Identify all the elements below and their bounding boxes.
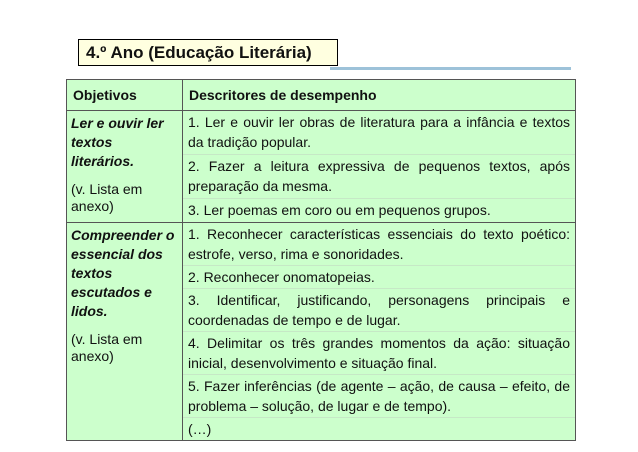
header-objectives: Objetivos [67,80,183,111]
descriptor-item: 5. Fazer inferências (de agente – ação, de causa – efeito, de problema – solução, de lugar e de tempo). [183,374,575,417]
objective-note: (v. Lista em anexo) [71,331,143,364]
objective-cell [67,111,183,223]
descriptors-cell [183,111,576,223]
title-underline [330,67,571,70]
descriptor-item: 3. Ler poemas em coro ou em pequenos grupos. [183,198,575,222]
descriptor-item: 4. Delimitar os três grandes momentos da ação: situação inicial, desenvolvimento e situação final. [183,331,575,374]
descriptor-item: 3. Identificar, justificando, personagens principais e coordenadas de tempo e de lugar. [183,288,575,331]
table-row [67,111,576,223]
descriptor-item: 1. Ler e ouvir ler obras de literatura para a infância e textos da tradição popular. [188,114,570,150]
table-row [67,223,576,441]
objective-cell [67,223,183,441]
descriptor-item: (…) [183,417,575,440]
header-descriptors: Descritores de desempenho [183,80,576,111]
descriptor-item: 2. Reconhecer onomatopeias. [183,265,575,288]
table-header-row [67,80,576,111]
objective-text: Compreender o essencial dos textos escutados e lidos. [71,227,175,319]
objective-text: Ler e ouvir ler textos literários. [71,115,164,169]
page-title: 4.º Ano (Educação Literária) [78,39,338,66]
descriptor-item: 2. Fazer a leitura expressiva de pequenos textos, após preparação da mesma. [183,154,575,198]
descriptors-cell [183,223,576,441]
descriptors-table [66,79,576,441]
objective-note: (v. Lista em anexo) [71,181,143,214]
descriptor-item: 1. Reconhecer características essenciais do texto poético: estrofe, verso, rima e sonoridades. [188,226,570,262]
